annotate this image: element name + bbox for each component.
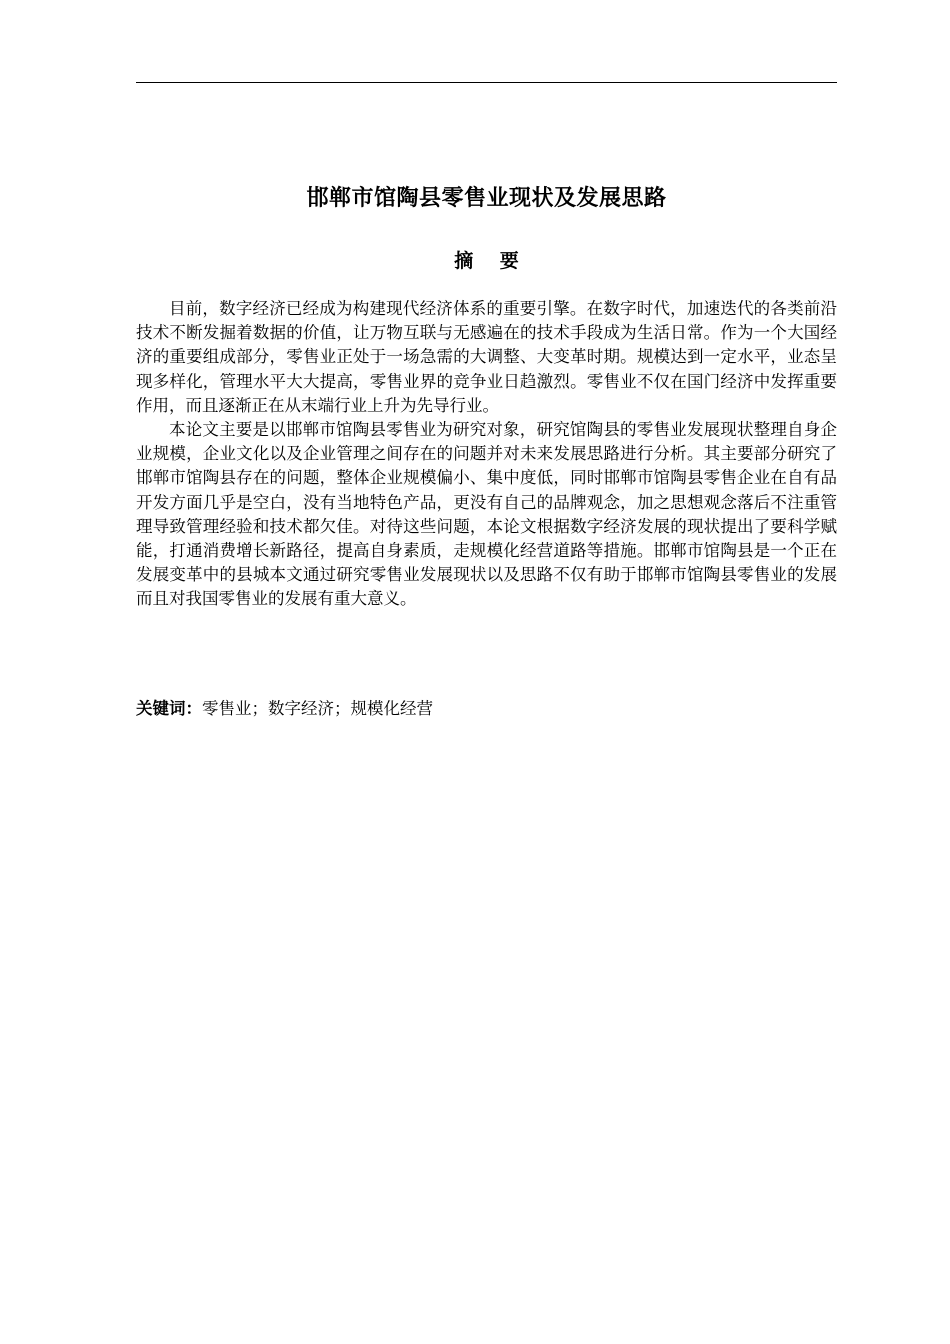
abstract-paragraph-2: 本论文主要是以邯郸市馆陶县零售业为研究对象，研究馆陶县的零售业发展现状整理自身企业规模，企业文化以及企业管理之间存在的问题并对未来发展思路进行分析。其主要部分研究了邯郸市馆陶县存在的问题，整体企业规模偏小、集中度低，同时邯郸市馆陶县零售企业在自有品开发方面几乎是空白，没有当地特色产品，更没有自己的品牌观念，加之思想观念落后不注重管理导致管理经验和技术都欠佳。对待这些问题，本论文根据数字经济发展的现状提出了要科学赋能，打通消费增长新路径，提高自身素质，走规模化经营道路等措施。邯郸市馆陶县是一个正在发展变革中的县城本文通过研究零售业发展现状以及思路不仅有助于邯郸市馆陶县零售业的发展而且对我国零售业的发展有重大意义。 (136, 420, 837, 609)
keywords-label: 关键词： (136, 699, 202, 718)
keywords-line (136, 697, 837, 721)
document-title: 邯郸市馆陶县零售业现状及发展思路 (306, 185, 667, 211)
header-rule (136, 82, 837, 83)
abstract-paragraph-1: 目前，数字经济已经成为构建现代经济体系的重要引擎。在数字时代，加速迭代的各类前沿技术不断发掘着数据的价值，让万物互联与无感遍在的技术手段成为生活日常。作为一个大国经济的重要组成部分，零售业正处于一场急需的大调整、大变革时期。规模达到一定水平，业态呈现多样化，管理水平大大提高，零售业界的竞争业日趋激烈。零售业不仅在国门经济中发挥重要作用，而且逐渐正在从末端行业上升为先导行业。 (136, 299, 837, 415)
abstract-body (136, 297, 837, 612)
abstract-heading: 摘 要 (454, 250, 529, 272)
keywords-text: 零售业；数字经济；规模化经营 (202, 699, 433, 718)
